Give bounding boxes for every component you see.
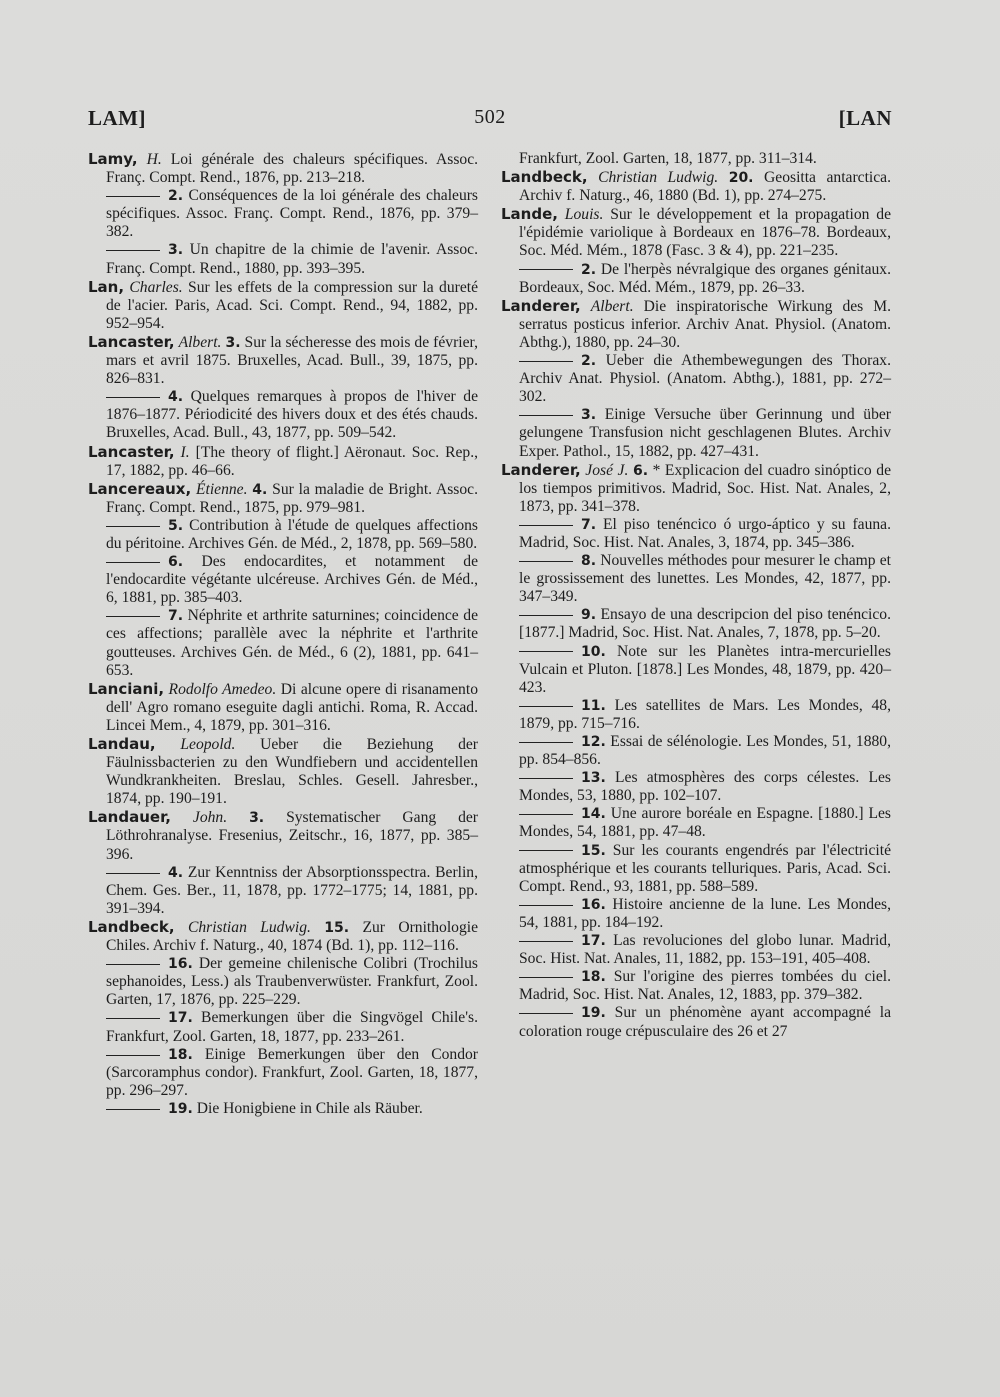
entry-number: 15. xyxy=(324,919,350,936)
entry-text: Nouvelles méthodes pour mesurer le champ et le grossissement des lunettes. Les Mondes, 42, 1877, pp. 347–349. xyxy=(519,552,891,606)
entry-text: Ensayo de una descripcion del piso tenéncico. [1877.] Madrid, Soc. Hist. Nat. Anales, 7, 1878, pp. 5–20. xyxy=(519,606,891,642)
ditto-rule xyxy=(519,651,573,652)
bibliography-entry xyxy=(501,352,891,406)
bibliography-entry xyxy=(88,187,478,241)
entry-text: Sur la sécheresse des mois de février, mars et avril 1875. Bruxelles, Acad. Bull., 39, 1875, pp. 826–831. xyxy=(106,333,478,388)
entry-text: Note sur les Planètes intra-mercurielles Vulcain et Pluton. [1878.] Les Mondes, 48, 1879, pp. 420–423. xyxy=(519,642,891,696)
bibliography-entry xyxy=(88,735,478,808)
entry-text: Un chapitre de la chimie de l'avenir. Assoc. Franç. Compt. Rend., 1880, pp. 393–395. xyxy=(106,241,478,277)
author-forename: Albert. xyxy=(590,297,634,315)
bibliography-entry xyxy=(501,842,891,896)
bibliography-entry xyxy=(501,697,891,733)
entry-number: 2. xyxy=(168,188,184,205)
bibliography-entry xyxy=(88,388,478,442)
bibliography-entry xyxy=(88,864,478,918)
entry-text: Zur Kenntniss der Absorptionsspectra. Berlin, Chem. Ges. Ber., 11, 1878, pp. 1772–1775; 14, 1881, pp. 391–394. xyxy=(106,863,478,917)
entry-number: 8. xyxy=(581,553,597,570)
ditto-rule xyxy=(106,873,160,874)
entry-number: 16. xyxy=(168,956,193,973)
bibliography-entry xyxy=(501,297,891,352)
entry-text: Einige Versuche über Gerinnung und über gelungene Transfusion nicht geschlagenen Blutes. Archiv Exper. Pathol., 15, 1882, pp. 427–431. xyxy=(519,406,891,460)
bibliography-entry xyxy=(88,1046,478,1100)
entry-text: Ueber die Athembewegungen des Thorax. Archiv Anat. Physiol. (Anatom. Abthg.), 1881, pp. 272–302. xyxy=(519,352,891,406)
entry-text: Sur les effets de la compression sur la dureté de l'acier. Paris, Acad. Sci. Compt. Rend., 94, 1882, pp. 952–954. xyxy=(106,278,478,332)
bibliography-entry xyxy=(501,406,891,460)
ditto-rule xyxy=(106,1055,160,1056)
entry-number: 4. xyxy=(168,389,184,406)
bibliography-entry xyxy=(501,643,891,697)
entry-number: 19. xyxy=(168,1100,193,1117)
entry-number: 9. xyxy=(581,607,597,624)
author-forename: Christian Ludwig. xyxy=(187,918,311,936)
ditto-rule xyxy=(519,742,573,743)
bibliography-entry xyxy=(88,607,478,679)
author-forename: John. xyxy=(192,809,228,827)
entry-text: Sur un phénomène ayant accompagné la coloration rouge crépusculaire des 26 et 27 xyxy=(519,1004,891,1040)
author-surname: Landauer, xyxy=(88,808,171,827)
bibliography-entry xyxy=(88,808,478,863)
entry-text: Des endocardites, et notamment de l'endocardite végétante ulcéreuse. Archives Gén. de Méd., 6, 1881, pp. 385–403. xyxy=(106,553,478,607)
entry-text: Sur la maladie de Bright. Assoc. Franç. Compt. Rend., 1875, pp. 979–981. xyxy=(106,480,478,516)
entry-number: 6. xyxy=(168,554,184,571)
entry-text: Di alcune opere di risanamento dell' Agro romano eseguite dagli antichi. Roma, R. Accad. Lincei Mem., 4, 1879, pp. 301–316. xyxy=(106,680,478,734)
entry-number: 10. xyxy=(581,643,606,660)
author-forename: Rodolfo Amedeo. xyxy=(168,680,277,698)
entry-number: 12. xyxy=(581,734,606,750)
bibliography-entry xyxy=(88,443,478,480)
ditto-rule xyxy=(106,1109,160,1110)
entry-text: Essai de sélénologie. Les Mondes, 51, 1880, pp. 854–856. xyxy=(519,733,891,769)
ditto-rule xyxy=(519,905,573,906)
bibliography-entry xyxy=(501,932,891,968)
header-right: [LAN xyxy=(838,106,892,130)
bibliography-entry xyxy=(88,1009,478,1045)
entry-number: 11. xyxy=(581,697,606,714)
page-number: 502 xyxy=(474,106,506,128)
author-surname: Landerer, xyxy=(501,296,581,315)
author-forename: José J. xyxy=(585,461,629,479)
entry-number: 19. xyxy=(581,1005,606,1022)
author-forename: Louis. xyxy=(564,206,604,224)
entry-number: 5. xyxy=(168,517,184,534)
ditto-rule xyxy=(106,397,160,398)
entry-text: Contribution à l'étude de quelques affections du péritoine. Archives Gén. de Méd., 2, 1878, pp. 569–580. xyxy=(106,516,478,552)
ditto-rule xyxy=(519,706,573,707)
author-surname: Lamy, xyxy=(88,150,138,168)
bibliography-entry xyxy=(501,516,891,552)
entry-text: Conséquences de la loi générale des chaleurs spécifiques. Assoc. Franç. Compt. Rend., 1876, pp. 379–382. xyxy=(106,187,479,241)
ditto-rule xyxy=(519,615,573,616)
entry-number: 2. xyxy=(581,261,597,278)
entry-number: 13. xyxy=(581,770,606,787)
entry-text: Die inspiratorische Wirkung des M. serratus posticus inferior. Archiv Anat. Physiol. (Anatom. Abthg.), 1880, pp. 24–30. xyxy=(519,297,891,351)
bibliography-entry xyxy=(88,278,478,333)
bibliography-entry xyxy=(88,918,478,955)
author-forename: I. xyxy=(180,443,190,461)
ditto-rule xyxy=(519,778,573,779)
bibliography-entry xyxy=(88,553,478,607)
ditto-rule xyxy=(519,361,573,362)
right-column xyxy=(501,150,891,1041)
entry-number: 18. xyxy=(168,1046,193,1063)
ditto-rule xyxy=(519,269,573,270)
ditto-rule xyxy=(519,850,573,851)
bibliography-entry xyxy=(501,461,891,516)
ditto-rule xyxy=(519,814,573,815)
author-surname: Landerer, xyxy=(501,460,581,479)
entry-number: 14. xyxy=(581,806,606,823)
bibliography-entry xyxy=(501,896,891,932)
ditto-rule xyxy=(106,526,160,527)
entry-text: Las revoluciones del globo lunar. Madrid, Soc. Hist. Nat. Anales, 11, 1882, pp. 153–191, 405–408. xyxy=(519,932,891,968)
entry-text: Sur l'origine des pierres tombées du ciel. Madrid, Soc. Hist. Nat. Anales, 12, 1883, pp. 379–382. xyxy=(519,968,892,1004)
ditto-rule xyxy=(106,196,160,197)
entry-text: [The theory of flight.] Aëronaut. Soc. Rep., 17, 1882, pp. 46–66. xyxy=(106,443,478,479)
ditto-rule xyxy=(106,250,160,251)
ditto-rule xyxy=(519,977,573,978)
bibliography-entry xyxy=(88,955,478,1009)
bibliography-entry xyxy=(501,261,891,297)
entry-text: Ueber die Beziehung der Fäulnissbacterien zu den Wundfiebern und accidentellen Wundkrankheiten. Breslau, Schles. Gesell. Jahresber., 1874, pp. 190–191. xyxy=(106,736,479,808)
entry-text: Quelques remarques à propos de l'hiver de 1876–1877. Périodicité des hivers doux et des étés chauds. Bruxelles, Acad. Bull., 43, 1877, pp. 509–542. xyxy=(106,388,478,442)
author-forename: Étienne. xyxy=(195,480,248,498)
entry-number: 4. xyxy=(168,864,184,881)
bibliography-entry xyxy=(501,769,891,805)
author-surname: Landau, xyxy=(88,735,156,753)
bibliography-entry xyxy=(501,1004,891,1040)
running-header xyxy=(88,106,892,136)
ditto-rule xyxy=(519,525,573,526)
bibliography-entry xyxy=(501,150,891,168)
author-surname: Lan, xyxy=(88,277,125,296)
bibliography-entry xyxy=(501,168,891,205)
author-forename: Albert. xyxy=(178,333,222,351)
entry-text: Loi générale des chaleurs spécifiques. Assoc. Franç. Compt. Rend., 1876, pp. 213–218. xyxy=(106,151,479,187)
entry-number: 3. xyxy=(168,242,184,259)
bibliography-entry xyxy=(501,733,891,769)
author-surname: Landbeck, xyxy=(501,168,588,187)
bibliography-entry xyxy=(88,1100,478,1118)
entry-text: Systematischer Gang der Löthrohranalyse. Fresenius, Zeitschr., 16, 1877, pp. 385–396. xyxy=(106,809,479,863)
ditto-rule xyxy=(106,562,160,563)
entry-number: 16. xyxy=(581,896,606,913)
ditto-rule xyxy=(519,415,573,416)
ditto-rule xyxy=(519,561,573,562)
entry-text: Sur les courants engendrés par l'électricité atmosphérique et les courants telluriques. Paris, Acad. Sci. Compt. Rend., 93, 1881, pp. 588–589. xyxy=(519,841,892,895)
bibliography-entry xyxy=(88,150,478,187)
bibliography-entry xyxy=(88,680,478,735)
author-surname: Lancaster, xyxy=(88,442,175,461)
entry-number: 2. xyxy=(581,353,597,370)
entry-text: Zur Ornithologie Chiles. Archiv f. Naturg., 40, 1874 (Bd. 1), pp. 112–116. xyxy=(106,918,479,955)
entry-number: 3. xyxy=(225,334,241,351)
entry-number: 18. xyxy=(581,969,606,986)
ditto-rule xyxy=(106,964,160,965)
bibliography-entry xyxy=(88,517,478,553)
entry-text: El piso tenéncico ó urgo-áptico y su fauna. Madrid, Soc. Hist. Nat. Anales, 3, 1874, pp. 345–386. xyxy=(519,515,891,551)
bibliography-entry xyxy=(501,805,891,841)
bibliography-entry xyxy=(501,552,891,606)
ditto-rule xyxy=(519,941,573,942)
author-surname: Landbeck, xyxy=(88,917,175,936)
author-surname: Lande, xyxy=(501,205,558,224)
entry-text: Les satellites de Mars. Les Mondes, 48, 1879, pp. 715–716. xyxy=(519,696,891,732)
entry-text: Der gemeine chilenische Colibri (Trochilus sephanoides, Less.) als Traubenverwüster. Frankfurt, Zool. Garten, 17, 1876, pp. 225–229. xyxy=(106,955,478,1009)
entry-number: 3. xyxy=(581,407,597,424)
entry-text: Frankfurt, Zool. Garten, 18, 1877, pp. 311–314. xyxy=(519,150,817,167)
author-forename: H. xyxy=(146,151,162,168)
author-surname: Lanciani, xyxy=(88,679,165,698)
entry-text: Einige Bemerkungen über den Condor (Sarcoramphus condor). Frankfurt, Zool. Garten, 18, 1877, pp. 296–297. xyxy=(106,1045,478,1099)
entry-text: Bemerkungen über die Singvögel Chile's. Frankfurt, Zool. Garten, 18, 1877, pp. 233–261. xyxy=(106,1009,478,1045)
entry-number: 7. xyxy=(168,608,184,625)
entry-text: Geositta antarctica. Archiv f. Naturg., 46, 1880 (Bd. 1), pp. 274–275. xyxy=(519,169,891,205)
ditto-rule xyxy=(519,1013,573,1014)
entry-number: 6. xyxy=(632,462,649,479)
entry-text: Une aurore boréale en Espagne. [1880.] Les Mondes, 54, 1881, pp. 47–48. xyxy=(519,805,891,841)
author-forename: Charles. xyxy=(129,278,183,296)
entry-number: 4. xyxy=(252,481,268,498)
header-left: LAM] xyxy=(88,106,146,130)
entry-number: 17. xyxy=(581,933,606,950)
bibliography-entry xyxy=(88,333,478,388)
entry-text: Les atmosphères des corps célestes. Les Mondes, 53, 1880, pp. 102–107. xyxy=(519,769,891,805)
author-surname: Lancaster, xyxy=(88,332,175,351)
bibliography-entry xyxy=(88,480,478,517)
entry-text: Die Honigbiene in Chile als Räuber. xyxy=(196,1099,423,1117)
entry-number: 17. xyxy=(168,1010,193,1027)
entry-text: Sur le développement et la propagation de l'épidémie variolique à Bordeaux en 1876–78. Bordeaux, Soc. Méd. Mém., 1878 (Fasc. 3 & 4), pp. 221–235. xyxy=(519,206,891,260)
left-column xyxy=(88,150,478,1118)
ditto-rule xyxy=(106,1018,160,1019)
bibliography-entry xyxy=(501,606,891,642)
author-forename: Leopold. xyxy=(180,736,236,753)
author-surname: Lancereaux, xyxy=(88,479,192,498)
entry-text: De l'herpès névralgique des organes génitaux. Bordeaux, Soc. Méd. Mém., 1879, pp. 26–33. xyxy=(519,260,891,296)
entry-number: 15. xyxy=(581,842,606,859)
entry-text: Histoire ancienne de la lune. Les Mondes, 54, 1881, pp. 184–192. xyxy=(519,895,891,931)
entry-text: Néphrite et arthrite saturnines; coincidence de ces affections; parallèle avec la néphrite et l'arthrite goutteuses. Archives Gén. de Méd., 6 (2), 1881, pp. 641–653. xyxy=(106,607,478,679)
author-forename: Christian Ludwig. xyxy=(598,169,719,187)
entry-number: 20. xyxy=(728,170,754,187)
entry-text: * Explicacion del cuadro sinóptico de los tiempos primitivos. Madrid, Soc. Hist. Nat. Anales, 2, 1873, pp. 341–378. xyxy=(519,461,891,515)
entry-number: 3. xyxy=(249,810,265,827)
ditto-rule xyxy=(106,616,160,617)
bibliography-entry xyxy=(501,968,891,1004)
bibliography-entry xyxy=(88,241,478,277)
bibliography-entry xyxy=(501,205,891,260)
entry-number: 7. xyxy=(581,516,597,533)
